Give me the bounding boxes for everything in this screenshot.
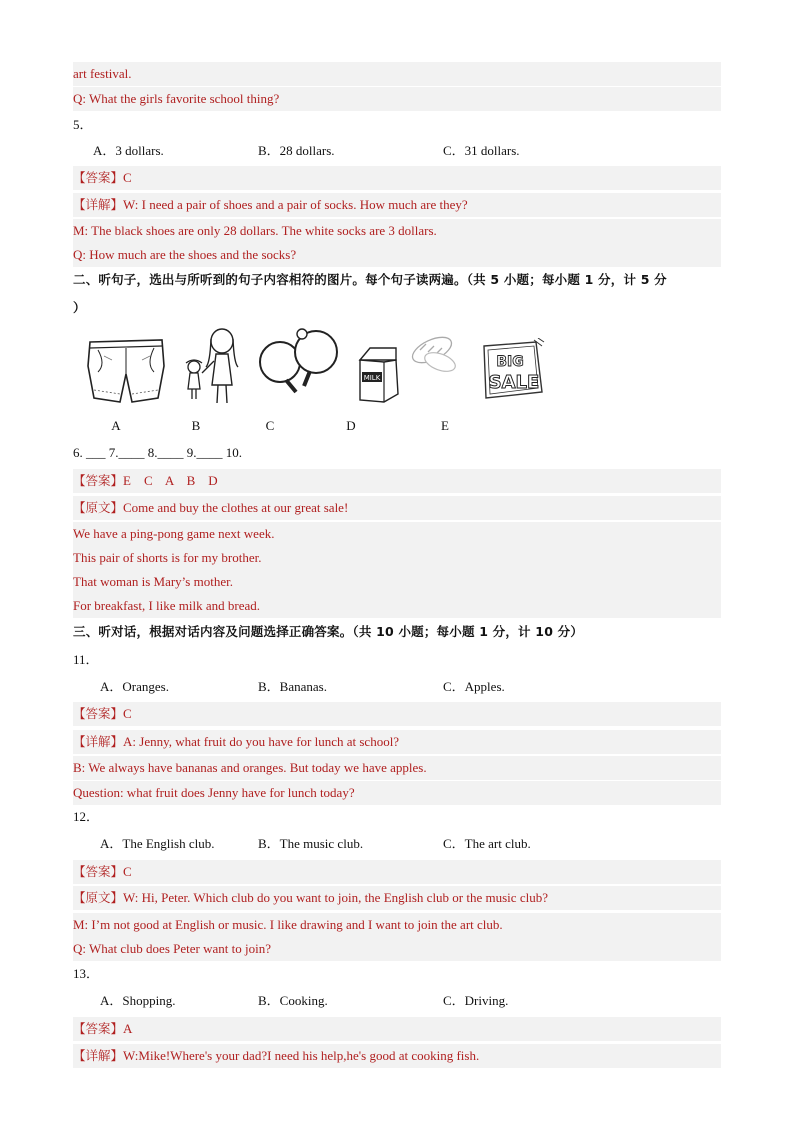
detail-tag: 【详解】 [73, 734, 124, 749]
text-line: We have a ping-pong game next week. [73, 522, 721, 546]
section-heading: 三、听对话，根据对话内容及问题选择正确答案。（共 10 小题；每小题 1 分，计 10 分） [73, 624, 584, 639]
detail-tag: 【详解】 [73, 197, 124, 212]
answer-line [73, 469, 721, 493]
original-tag: 【原文】 [73, 890, 124, 905]
answer-value: E C A B D [123, 473, 218, 488]
question-number: 13． [73, 966, 100, 981]
section-heading-cont: ） [73, 300, 86, 315]
answer-line [73, 860, 721, 884]
answer-line [73, 166, 721, 190]
option-c: C．The art club. [443, 836, 531, 851]
big-label: BIG [496, 354, 524, 370]
answer-tag: 【答案】 [73, 473, 124, 488]
detail-text: A: Jenny, what fruit do you have for lunch at school? [123, 734, 400, 749]
woman-and-child-picture [182, 327, 242, 409]
original-text: W: Hi, Peter. Which club do you want to join, the English club or the music club? [123, 890, 548, 905]
detail-text: W:Mike!Where's your dad?I need his help,he's good at cooking fish. [123, 1048, 480, 1063]
answer-line [73, 702, 721, 726]
text-line: art festival. [73, 62, 721, 86]
option-a: A．The English club. [100, 836, 215, 851]
option-c: C．31 dollars. [443, 143, 520, 158]
milk-carton-picture [356, 346, 402, 408]
text-line: Q: What club does Peter want to join? [73, 937, 721, 961]
option-a: A．3 dollars. [93, 143, 164, 158]
text-line: M: I’m not good at English or music. I like drawing and I want to join the art club. [73, 913, 721, 937]
shorts-picture [84, 336, 168, 408]
text-line: For breakfast, I like milk and bread. [73, 594, 721, 618]
answer-value: A [123, 1021, 133, 1036]
bread-picture [408, 330, 460, 384]
original-text: Come and buy the clothes at our great sale! [123, 500, 349, 515]
answer-tag: 【答案】 [73, 706, 124, 721]
original-line [73, 886, 721, 910]
original-line [73, 496, 721, 520]
text-line: B: We always have bananas and oranges. But today we have apples. [73, 756, 721, 780]
text-line: M: The black shoes are only 28 dollars. The white socks are 3 dollars. [73, 219, 721, 243]
question-number: 5． [73, 117, 93, 132]
option-b: B．Cooking. [258, 993, 328, 1008]
detail-text: W: I need a pair of shoes and a pair of socks. How much are they? [123, 197, 468, 212]
picture-label-d: D [346, 418, 356, 433]
original-tag: 【原文】 [73, 500, 124, 515]
option-a: A．Oranges. [100, 679, 169, 694]
detail-tag: 【详解】 [73, 1048, 124, 1063]
detail-line [73, 193, 721, 217]
detail-line [73, 730, 721, 754]
text-line: This pair of shorts is for my brother. [73, 546, 721, 570]
picture-label-a: A [111, 418, 121, 433]
answer-tag: 【答案】 [73, 1021, 124, 1036]
answer-tag: 【答案】 [73, 864, 124, 879]
text-line: That woman is Mary’s mother. [73, 570, 721, 594]
option-b: B．28 dollars. [258, 143, 335, 158]
sale-label: SALE [488, 372, 540, 393]
option-c: C．Apples. [443, 679, 505, 694]
option-b: B．The music club. [258, 836, 364, 851]
answer-value: C [123, 706, 132, 721]
detail-line [73, 1044, 721, 1068]
question-number: 11． [73, 652, 99, 667]
big-sale-sign-picture [476, 338, 548, 408]
text-line: Question: what fruit does Jenny have for lunch today? [73, 781, 721, 805]
picture-label-c: C [265, 418, 275, 433]
picture-label-b: B [191, 418, 201, 433]
answer-line [73, 1017, 721, 1041]
question-blanks: 6. ___ 7.____ 8.____ 9.____ 10. [73, 445, 242, 460]
option-b: B．Bananas. [258, 679, 327, 694]
option-c: C．Driving. [443, 993, 509, 1008]
text-line: Q: How much are the shoes and the socks? [73, 243, 721, 267]
answer-value: C [123, 170, 132, 185]
question-number: 12． [73, 809, 100, 824]
picture-label-e: E [441, 418, 449, 433]
answer-tag: 【答案】 [73, 170, 124, 185]
milk-label: MILK [363, 374, 381, 382]
ping-pong-paddles-picture [256, 326, 342, 398]
text-line: Q: What the girls favorite school thing? [73, 87, 721, 111]
section-heading: 二、听句子，选出与所听到的句子内容相符的图片。每个句子读两遍。（共 5 小题；每小题 1 分，计 5 分 [73, 272, 667, 287]
answer-value: C [123, 864, 132, 879]
option-a: A．Shopping. [100, 993, 176, 1008]
